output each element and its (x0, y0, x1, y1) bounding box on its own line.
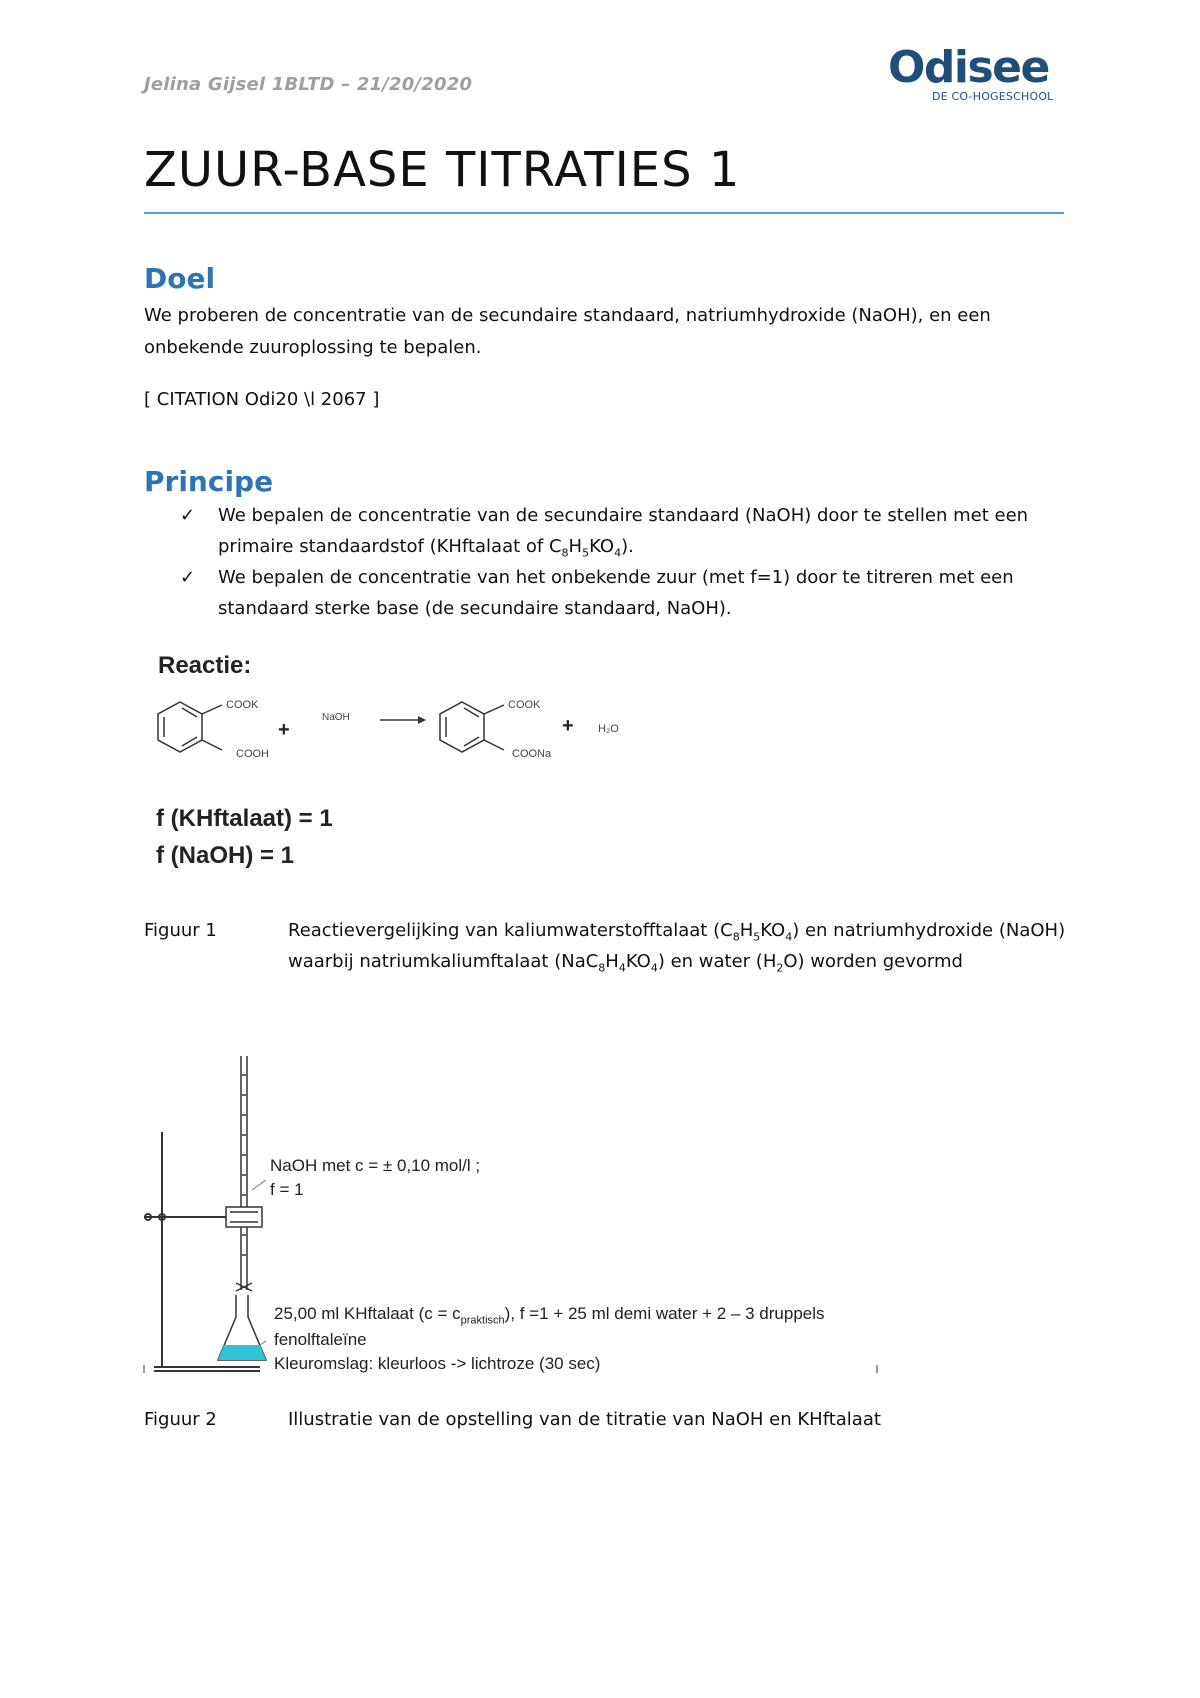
doel-paragraph (144, 300, 1074, 364)
bullet-1-line-2: primaire standaardstof (KHftalaat of $C_8H_5KO_4$). (218, 536, 634, 560)
checkmark-icon: ✓ (180, 505, 196, 526)
coona-label: COONa (512, 748, 552, 760)
titration-setup-illustration (140, 1055, 900, 1385)
figure-2-caption: Illustratie van de opstelling van de titratie van NaOH en KHftalaat (288, 1409, 881, 1430)
label-pointer (252, 1180, 266, 1190)
naoh-f-label: f = 1 (270, 1180, 304, 1199)
h2o-label: H₂O (598, 723, 619, 735)
flask-liquid (218, 1345, 266, 1360)
list-item (180, 500, 1060, 562)
heading-doel: Doel (144, 262, 216, 295)
caption-1-line-1: Reactievergelijking van kaliumwaterstofftalaat $(C_8H_5KO_4)$ en natriumhydroxide (NaOH) (288, 920, 1066, 944)
plus-sign-2: + (562, 715, 574, 737)
author-date-line: Jelina Gijsel 1BLTD – 21/20/2020 (144, 74, 473, 95)
plus-sign-1: + (278, 719, 290, 741)
page-title: ZUUR-BASE TITRATIES 1 (144, 142, 741, 198)
f-khftalaat-label: f (KHftalaat) = 1 (156, 805, 333, 832)
flask-line-1: 25,00 ml KHftalaat $(c = c_{praktisch})$, f =1 + 25 ml demi water + 2 – 3 druppels (274, 1304, 825, 1327)
reactie-label: Reactie: (158, 652, 252, 679)
flask-contents-label (274, 1304, 894, 1327)
checkmark-icon: ✓ (180, 567, 196, 588)
bullet-2-line-2: standaard sterke base (de secundaire standaard, NaOH). (218, 598, 732, 619)
burette-icon (226, 1056, 262, 1291)
cook-label-2: COOK (508, 699, 541, 711)
f-naoh-label: f (NaOH) = 1 (156, 842, 295, 869)
benzene-ring-icon (440, 702, 504, 752)
label-pointer (260, 1341, 266, 1345)
logo-wordmark: Odisee (888, 42, 1049, 93)
benzene-ring-icon (158, 702, 222, 752)
stand-icon (144, 1132, 260, 1371)
figure-2-label: Figuur 2 (144, 1409, 217, 1430)
citation-field: [ CITATION Odi20 \l 2067 ] (144, 389, 380, 410)
flask-line-2: fenolftaleïne (274, 1330, 367, 1349)
reaction-scheme (150, 690, 650, 770)
cooh-label: COOH (236, 748, 269, 760)
doel-line-2: onbekende zuuroplossing te bepalen. (144, 337, 482, 358)
bullet-2-line-1: We bepalen de concentratie van het onbekende zuur (met f=1) door te titreren met een (218, 567, 1014, 588)
caption-1-line-2: waarbij natriumkaliumftalaat $(NaC_8H_4KO_4)$ en water $(H_2O)$ worden gevormd (288, 951, 963, 975)
heading-principe: Principe (144, 465, 274, 498)
naoh-concentration-label: NaOH met c = ± 0,10 mol/l ; (270, 1156, 481, 1175)
logo-subtitle: DE CO-HOGESCHOOL (932, 90, 1054, 103)
odisee-logo (888, 44, 1068, 106)
cook-label-1: COOK (226, 699, 259, 711)
title-underline (144, 212, 1064, 214)
bullet-1-line-1: We bepalen de concentratie van de secundaire standaard (NaOH) door te stellen met een (218, 505, 1029, 526)
figure-1-label: Figuur 1 (144, 920, 217, 941)
principe-bullet-list (180, 500, 1060, 624)
reaction-arrow-icon (380, 716, 426, 724)
doel-line-1: We proberen de concentratie van de secundaire standaard, natriumhydroxide (NaOH), en een (144, 305, 991, 326)
naoh-label: NaOH (322, 712, 350, 723)
list-item (180, 562, 1060, 624)
figure-1-caption (288, 915, 1088, 977)
color-change-label: Kleuromslag: kleurloos -> lichtroze (30 sec) (274, 1354, 601, 1373)
erlenmeyer-flask-icon (218, 1295, 266, 1360)
